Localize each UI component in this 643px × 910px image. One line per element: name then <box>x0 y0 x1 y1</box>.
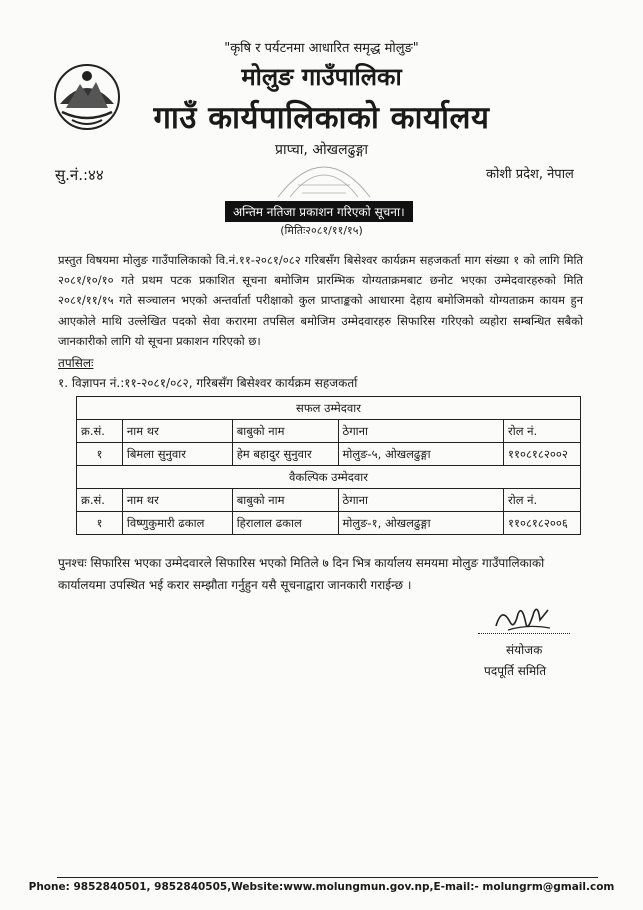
table-row <box>77 443 581 466</box>
section-title: सफल उम्मेदवार <box>77 397 581 420</box>
column-header: रोल नं. <box>504 489 581 512</box>
section-header-row <box>77 466 581 489</box>
serial-cell: १ <box>77 512 123 535</box>
section-header-row <box>77 397 581 420</box>
office-stamp <box>268 145 380 205</box>
column-header: रोल नं. <box>504 420 581 443</box>
office-location: प्राप्चा, ओखलढुङ्गा <box>275 142 368 158</box>
column-header: क्र.सं. <box>77 489 123 512</box>
roll-number-cell: ११०८१८२००६ <box>504 512 581 535</box>
father-name-cell: हेम बहादुर सुनुवार <box>232 443 338 466</box>
address-cell: मोलुङ-५, ओखलढुङ्गा <box>338 443 503 466</box>
reference-number: सु.नं.:४४ <box>55 166 104 184</box>
footer-divider <box>57 877 598 878</box>
postscript <box>58 552 586 596</box>
notice-title: अन्तिम नतिजा प्रकाशन गरिएको सूचना। <box>225 201 413 222</box>
footer-contact: Phone: 9852840501, 9852840505,Website:www.molungmun.gov.np,E-mail:- molungrm@gmail.com <box>28 881 615 893</box>
table-row <box>77 512 581 535</box>
column-header: नाम थर <box>122 489 232 512</box>
section-title: वैकल्पिक उम्मेदवार <box>77 466 581 489</box>
address-cell: मोलुङ-१, ओखलढुङ्गा <box>338 512 503 535</box>
signature-line <box>478 633 570 634</box>
column-header: ठेगाना <box>338 489 503 512</box>
column-header: ठेगाना <box>338 420 503 443</box>
roll-number-cell: ११०८१८२००२ <box>504 443 581 466</box>
notice-body: प्रस्तुत विषयमा मोलुङ गाउँपालिकाको वि.नं.११-२०८१/०८२ गरिबसँग बिसेश्वर कार्यक्रम सहजकर्ता माग संख्या १ को लागि मिति २०८१/१०/१० गते प्रथम पटक प्रकाशित सूचना बमोजिम प्रारम्भिक योग्यताक्रमबाट छनोट भएका उम्मेदवारहरुको मिति २०८१/११/१५ गते सञ्चालन भएको अन्तर्वार्ता परीक्षाको कुल प्राप्ताङ्कको आधारमा देहाय बमोजिमको योग्यताक्रम कायम हुन आएकोले माथि उल्लेखित पदको सेवा करारमा तपसिल बमोजिम उम्मेदवारहरु सिफारिस गरिएको व्यहोरा सम्बन्धित सबैको जानकारीको लागि यो सूचना प्रकाशन गरिएको छ। <box>58 253 583 348</box>
advertisement-line: १. विज्ञापन नं.:११-२०८१/०८२, गरिबसँग बिसेश्वर कार्यक्रम सहजकर्ता <box>58 376 358 390</box>
municipality-name: मोलुङ गाउँपालिका <box>241 63 402 91</box>
signatory-committee: पदपूर्ति समिति <box>484 664 547 678</box>
notice-date: (मितिः२०८१/११/१५) <box>280 224 363 237</box>
motto: "कृषि र पर्यटनमा आधारित समृद्ध मोलुङ" <box>224 41 419 56</box>
table-header-row <box>77 420 581 443</box>
table-header-row <box>77 489 581 512</box>
serial-cell: १ <box>77 443 123 466</box>
postscript-text: सिफारिस भएका उम्मेदवारले सिफारिस भएको मितिले ७ दिन भित्र कार्यालय समयमा मोलुङ गाउँपालिकाको कार्यालयमा उपस्थित भई करार सम्झौता गर्नुहुन यसै सूचनाद्वारा जानकारी गराईन्छ । <box>58 556 545 592</box>
father-name-cell: हिरालाल ढकाल <box>232 512 338 535</box>
results-table <box>76 396 581 535</box>
name-cell: विष्णुकुमारी ढकाल <box>122 512 232 535</box>
office-name: गाउँ कार्यपालिकाको कार्यालय <box>153 100 490 136</box>
province-label: कोशी प्रदेश, नेपाल <box>486 167 574 182</box>
postscript-label: पुनश्चः <box>58 556 87 570</box>
details-label: तपसिलः <box>58 356 94 370</box>
column-header: बाबुको नाम <box>232 489 338 512</box>
column-header: बाबुको नाम <box>232 420 338 443</box>
column-header: नाम थर <box>122 420 232 443</box>
signatory-role: संयोजक <box>506 643 543 657</box>
column-header: क्र.सं. <box>77 420 123 443</box>
name-cell: बिमला सुनुवार <box>122 443 232 466</box>
